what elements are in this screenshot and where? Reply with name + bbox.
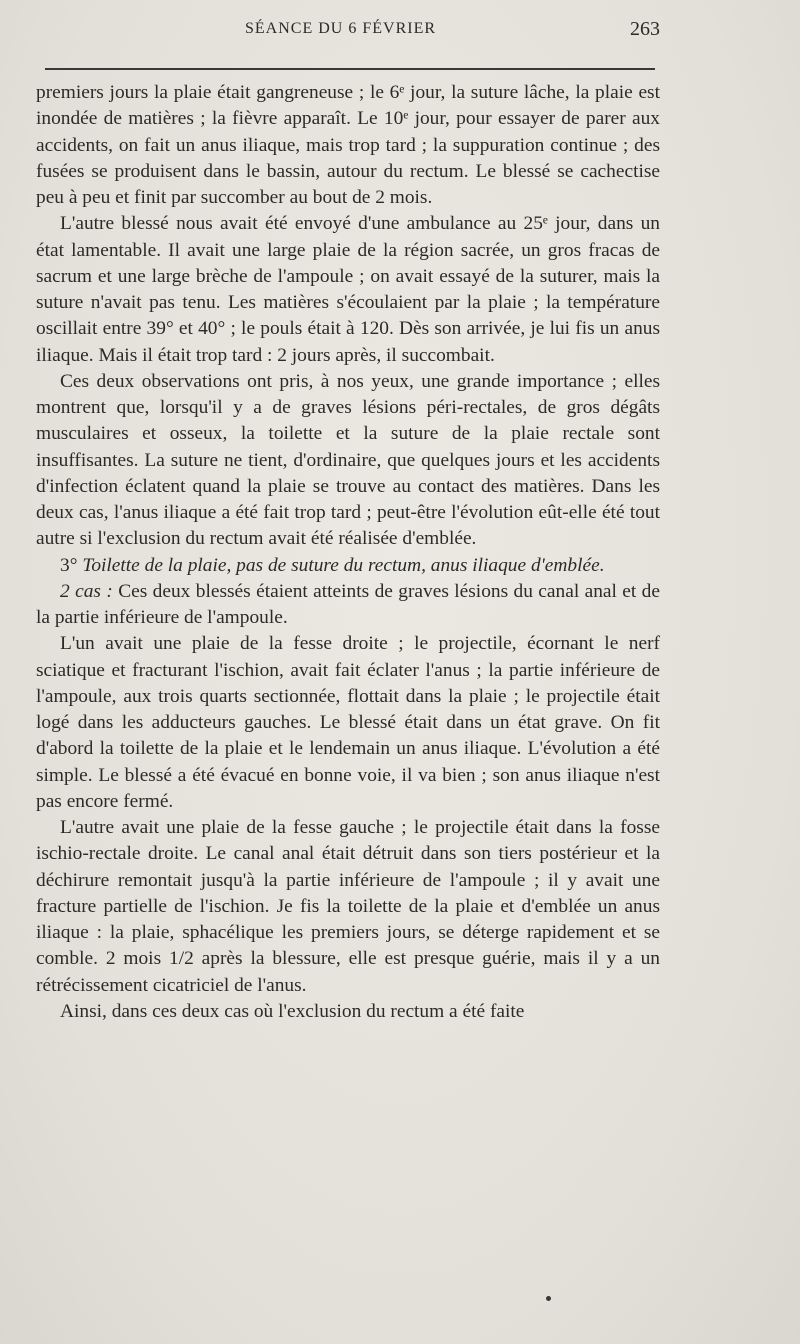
paragraph-first-patient: L'un avait une plaie de la fesse droite ; le projectile, écornant le nerf sciatique et fracturant l'ischion, avait fait éclater l'anus ; la partie inférieure de l'ampoule, aux trois quarts sectionnée, flottait dans la plaie ; le projectile était logé dans les adducteurs gauches. Le blessé était dans un état grave. On fit d'abord la toilette de la plaie et le lendemain un anus iliaque. L'évolution a été simple. Le blessé a été évacué en bonne voie, il va bien ; son anus iliaque n'est pas encore fermé. xyxy=(36,633,660,812)
cases-text: Ces deux blessés étaient atteints de graves lésions du canal anal et de la partie inférieure de l'ampoule. xyxy=(36,580,660,628)
cases-label: 2 cas : xyxy=(60,580,113,602)
section-number: 3° xyxy=(60,554,78,576)
paragraph-second-case: L'autre blessé nous avait été envoyé d'une ambulance au 25ᵉ jour, dans un état lamentable. Il avait une large plaie de la région sacrée, un gros fracas de sacrum et une large brèche de l'ampoule ; on avait essayé de la suturer, mais la suture n'avait pas tenu. Les matières s'écoulaient par la plaie ; la température oscillait entre 39° et 40° ; le pouls était à 120. Dès son arrivée, je lui fis un anus iliaque. Mais il était trop tard : 2 jours après, il succombait. xyxy=(36,213,660,366)
page-number: 263 xyxy=(630,18,660,40)
header-rule xyxy=(45,68,655,70)
paragraph-conclusion: Ainsi, dans ces deux cas où l'exclusion du rectum a été faite xyxy=(60,1000,525,1022)
paragraph-cases-intro xyxy=(36,579,660,632)
running-title: SÉANCE DU 6 FÉVRIER xyxy=(245,20,437,37)
body-text xyxy=(36,80,660,1025)
paragraph-second-patient: L'autre avait une plaie de la fesse gauche ; le projectile était dans la fosse ischio-rectale droite. Le canal anal était détruit dans son tiers postérieur et la déchirure remontait jusqu'à la partie inférieure de l'ampoule ; il y avait une fracture partielle de l'ischion. Je fis la toilette de la plaie et d'emblée un anus iliaque : la plaie, sphacélique les premiers jours, se déterge rapidement et se comble. 2 mois 1/2 après la blessure, elle est presque guérie, mais il y a un rétrécissement cicatriciel de l'anus. xyxy=(36,817,660,996)
ink-dot xyxy=(546,1296,551,1301)
paragraph-continued: premiers jours la plaie était gangreneuse ; le 6ᵉ jour, la suture lâche, la plaie est inondée de matières ; la fièvre apparaît. Le 10ᵉ jour, pour essayer de parer aux accidents, on fait un anus iliaque, mais trop tard ; la suppuration continue ; des fusées se produisent dans le bassin, autour du rectum. Le blessé se cachectise peu à peu et finit par succomber au bout de 2 mois. xyxy=(36,82,660,208)
running-header xyxy=(40,14,660,54)
section-heading-3 xyxy=(36,553,660,579)
section-title: Toilette de la plaie, pas de suture du rectum, anus iliaque d'emblée. xyxy=(82,554,605,576)
paragraph-observations: Ces deux observations ont pris, à nos yeux, une grande importance ; elles montrent que, lorsqu'il y a de graves lésions péri-rectales, de gros dégâts musculaires et osseux, la toilette et la suture de la plaie rectale sont insuffisantes. La suture ne tient, d'ordinaire, que quelques jours et les accidents d'infection éclatent quand la plaie se trouve au contact des matières. Dans les deux cas, l'anus iliaque a été fait trop tard ; peut-être l'évolution eût-elle été tout autre si l'exclusion du rectum avait été réalisée d'emblée. xyxy=(36,370,660,550)
